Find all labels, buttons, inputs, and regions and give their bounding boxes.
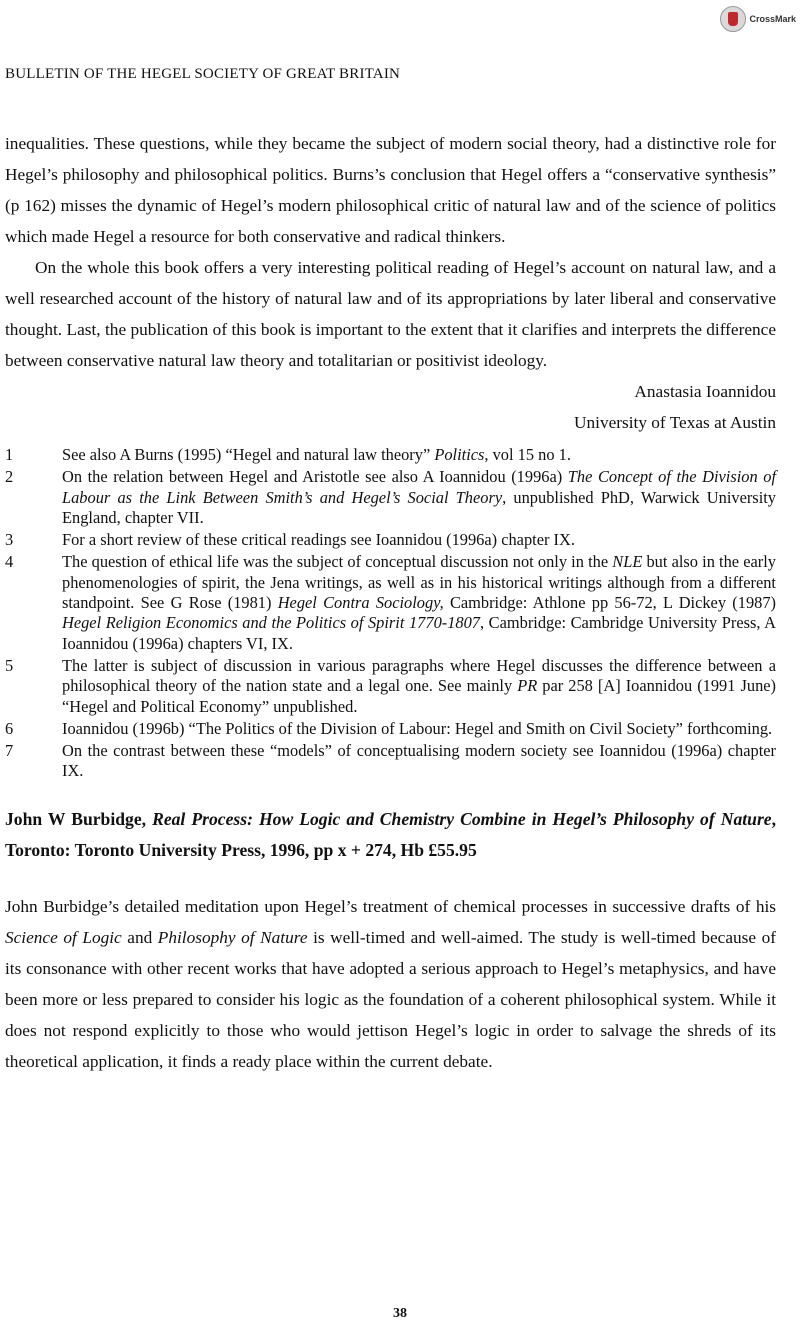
endnote-text: [62, 530, 776, 550]
endnote-text: [62, 719, 776, 739]
text-run: , Cambridge: Cambridge University Press, A Ioannidou (1996a) chapters VI, IX.: [62, 613, 776, 653]
endnote-item: [5, 719, 776, 739]
crossmark-badge[interactable]: [720, 6, 796, 32]
crossmark-icon: [720, 6, 746, 32]
endnote-text: [62, 656, 776, 717]
endnote-number: 2: [5, 467, 14, 487]
italic-title: Philosophy of Nature: [157, 927, 308, 947]
endnote-number: 5: [5, 655, 14, 675]
italic-title: Real Process: How Logic and Chemistry Combine in Hegel’s Philosophy of Nature: [152, 808, 772, 829]
endnote-item: [5, 530, 776, 550]
italic-title: Hegel Religion Economics and the Politics of Spirit 1770-1807: [62, 613, 481, 633]
crossmark-label: CrossMark: [749, 14, 796, 24]
endnote-text: [62, 467, 776, 528]
endnote-item: [5, 467, 776, 528]
text-run: For a short review of these critical readings see Ioannidou (1996a) chapter IX.: [62, 530, 575, 550]
endnote-number: 6: [5, 718, 14, 738]
endnote-item: [5, 656, 776, 717]
italic-title: Hegel Contra Sociology,: [277, 593, 444, 613]
running-head: BULLETIN OF THE HEGEL SOCIETY OF GREAT BRITAIN: [5, 66, 401, 82]
endnote-text: [62, 552, 776, 653]
endnote-text: [62, 741, 776, 782]
italic-title: PR: [517, 676, 538, 696]
paragraph-2: On the whole this book offers a very interesting political reading of Hegel’s account on natural law, and a well researched account of the history of natural law and of its appropriations by later liberal and conservative thought. Last, the publication of this book is important to the extent that it clarifies and interprets the difference between conservative natural law theory and totalitarian or positivist ideology.: [5, 258, 776, 370]
italic-title: Science of Logic: [5, 927, 122, 947]
text-run: John Burbidge’s detailed meditation upon Hegel’s treatment of chemical processes in successive drafts of his: [5, 896, 776, 916]
page-number: 38: [393, 1306, 407, 1321]
italic-title: NLE: [612, 552, 643, 572]
italic-title: The Concept of the Division of Labour as the Link Between Smith’s and Hegel’s Social Theory: [62, 467, 776, 507]
text-run: The latter is subject of discussion in various paragraphs where Hegel discusses the difference between a philosophical theory of the nation state and a legal one. See mainly: [62, 655, 776, 696]
text-run: , unpublished PhD, Warwick University England, chapter VII.: [62, 487, 776, 527]
text-run: and: [121, 927, 158, 947]
paragraph-1: inequalities. These questions, while they became the subject of modern social theory, had a distinctive role for Hegel’s philosophy and philosophical politics. Burns’s conclusion that Hegel offers a “conservative synthesis” (p 162) misses the dynamic of Hegel’s modern philosophical critic of natural law and of the science of politics which made Hegel a resource for both conservative and radical thinkers.: [5, 134, 776, 246]
text-run: On the relation between Hegel and Aristotle see also A Ioannidou (1996a): [62, 467, 568, 487]
endnote-number: 7: [5, 741, 14, 761]
page-body: [5, 128, 776, 1077]
endnote-number: 1: [5, 445, 14, 464]
endnote-item: [5, 552, 776, 653]
endnote-item: [5, 741, 776, 782]
review-heading: [5, 804, 776, 866]
text-run: See also A Burns (1995) “Hegel and natural law theory”: [62, 445, 435, 464]
author-affiliation: University of Texas at Austin: [574, 413, 776, 432]
review-body-paragraph: [5, 891, 776, 1077]
endnote-number: 4: [5, 552, 14, 572]
text-run: par 258 [A] Ioannidou (1991 June) “Hegel and Political Economy” unpublished.: [62, 676, 776, 716]
text-run: On the contrast between these “models” of conceptualising modern society see Ioannidou (1996a) chapter IX.: [62, 741, 776, 781]
text-run: , vol 15 no 1.: [484, 445, 571, 464]
text-run: , Toronto: Toronto University Press, 1996, pp x + 274, Hb £55.95: [5, 808, 777, 860]
endnotes: [5, 445, 776, 782]
text-run: is well-timed and well-aimed. The study is well-timed because of its consonance with other recent works that have adopted a serious approach to Hegel’s metaphysics, and have been more or less prepared to consider his logic as the foundation of a coherent philosophical system. While it does not respond explicitly to those who would jettison Hegel’s logic in order to salvage the shreds of its theoretical application, it finds a ready place within the current debate.: [5, 927, 777, 1071]
endnote-text: [62, 445, 776, 465]
text-run: but also in the early phenomenologies of spirit, the Jena writings, as well as in his historical writings although from a different standpoint. See G Rose (1981): [62, 552, 776, 613]
text-run: Cambridge: Athlone pp 56-72, L Dickey (1987): [443, 593, 776, 613]
text-run: The question of ethical life was the subject of conceptual discussion not only in the: [62, 552, 613, 572]
author-name: Anastasia Ioannidou: [634, 382, 776, 401]
text-run: Ioannidou (1996b) “The Politics of the Division of Labour: Hegel and Smith on Civil Society” forthcoming.: [62, 718, 773, 738]
endnote-number: 3: [5, 530, 14, 550]
text-run: John W Burbidge,: [5, 808, 153, 829]
endnote-item: [5, 445, 776, 465]
italic-title: Politics: [434, 445, 485, 464]
